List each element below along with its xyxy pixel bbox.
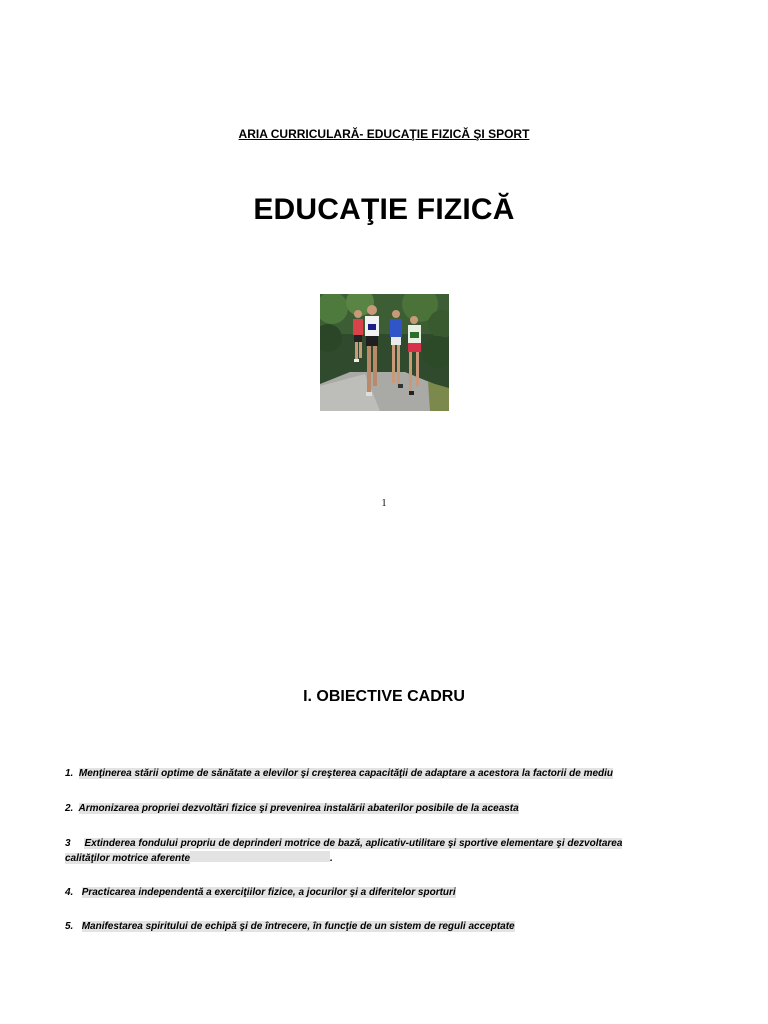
objective-text-continued: calităţilor motrice aferente [65, 853, 191, 864]
curricular-area-heading: ARIA CURRICULARĂ- EDUCAŢIE FIZICĂ ŞI SPORT [238, 127, 530, 141]
objective-text: Armonizarea propriei dezvoltări fizice şi prevenirea instalării abaterilor posibile de la aceasta [78, 803, 519, 814]
objective-trailing: . [330, 853, 333, 864]
highlight-filler [190, 851, 330, 862]
objective-text: Practicarea independentă a exerciţiilor fizice, a jocurilor şi a diferitelor sporturi [81, 887, 456, 898]
objective-number: 5. [65, 921, 74, 932]
objective-item [65, 837, 705, 866]
objective-number: 4. [65, 887, 74, 898]
objective-text: Menţinerea stării optime de sănătate a elevilor şi creşterea capacităţii de adaptare a acestora la factorii de mediu [78, 768, 614, 779]
objective-number: 3 [65, 838, 71, 849]
page-number: 1 [381, 498, 387, 509]
objective-text: Manifestarea spiritului de echipă şi de întrecere, în funcţie de un sistem de reguli acceptate [81, 921, 515, 932]
page-title: EDUCAŢIE FIZICĂ [253, 193, 515, 226]
runners-on-road-image [320, 294, 449, 411]
section-heading: I. OBIECTIVE CADRU [303, 688, 465, 705]
objective-item [65, 886, 705, 900]
objective-number: 1. [65, 768, 74, 779]
objective-item [65, 920, 705, 934]
objective-item [65, 767, 705, 781]
objective-number: 2. [65, 803, 74, 814]
objective-item [65, 802, 705, 816]
runners-photo [320, 294, 449, 411]
objective-text: Extinderea fondului propriu de deprinderi motrice de bază, aplicativ-utilitare şi sportive elementare şi dezvoltarea [84, 838, 623, 849]
